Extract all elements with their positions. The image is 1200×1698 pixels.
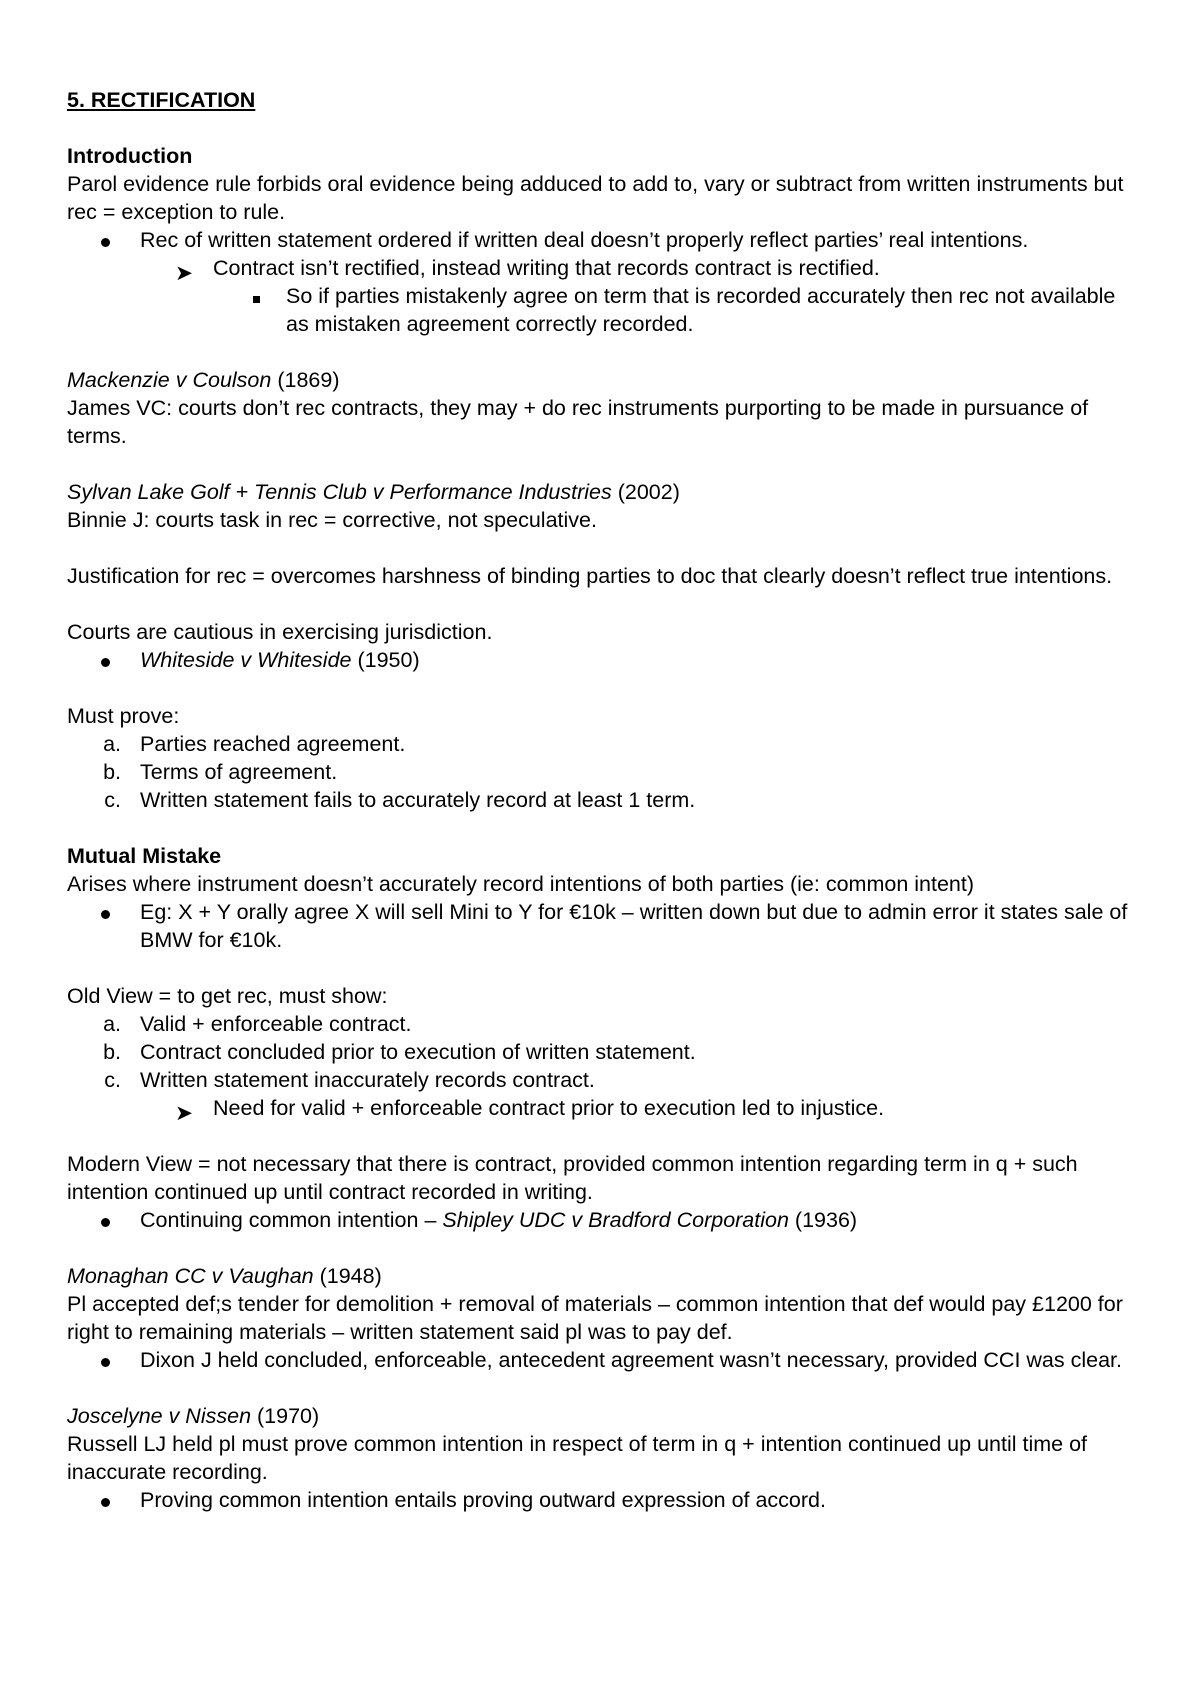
section-heading-introduction: Introduction [67,144,193,168]
cautious-paragraph: Courts are cautious in exercising jurisdiction. [67,620,493,644]
list-item: ➤ Need for valid + enforceable contract prior to execution led to injustice. [175,1096,885,1125]
list-item: a. Valid + enforceable contract. [103,1012,412,1036]
bullet-icon [95,898,127,926]
case-citation: Joscelyne v Nissen (1970) [67,1404,320,1428]
case-summary: Binnie J: courts task in rec = corrective, not speculative. [67,508,597,532]
must-prove-list [67,730,1140,814]
list-item: Continuing common intention – Shipley UDC v Bradford Corporation (1936) [67,1206,1140,1234]
old-view-intro: Old View = to get rec, must show: [67,984,388,1008]
list-item: Eg: X + Y orally agree X will sell Mini to Y for €10k – written down but due to admin error it states sale of BMW for €10k. [67,898,1140,954]
case-citation: Monaghan CC v Vaughan (1948) [67,1264,382,1288]
case-citation: Sylvan Lake Golf + Tennis Club v Performance Industries (2002) [67,480,680,504]
list-item: a. Parties reached agreement. [103,732,406,756]
case-summary: James VC: courts don’t rec contracts, they may + do rec instruments purporting to be made in pursuance of terms. [67,396,1089,448]
bullet-icon [95,1206,127,1234]
list-item: Proving common intention entails proving outward expression of accord. [67,1486,1140,1514]
list-item: b. Terms of agreement. [103,760,338,784]
list-item: Dixon J held concluded, enforceable, antecedent agreement wasn’t necessary, provided CCI was clear. [67,1346,1140,1374]
arrow-bullet-icon: ➤ [175,1101,194,1125]
bullet-icon [95,1486,127,1514]
square-bullet-icon [249,282,281,310]
section-heading-mutual-mistake: Mutual Mistake [67,844,222,868]
case-citation: Mackenzie v Coulson (1869) [67,368,340,392]
mutual-paragraph: Arises where instrument doesn’t accurately record intentions of both parties (ie: common intent) [67,872,975,896]
bullet-icon [95,226,127,254]
bullet-icon [95,646,127,674]
old-view-list [67,1010,1140,1125]
arrow-bullet-icon: ➤ [175,261,194,285]
list-item: b. Contract concluded prior to execution of written statement. [103,1040,696,1064]
intro-paragraph: Parol evidence rule forbids oral evidence being adduced to add to, vary or subtract from written instruments but rec = exception to rule. [67,172,1124,224]
must-prove-intro: Must prove: [67,704,180,728]
justification-paragraph: Justification for rec = overcomes harshness of binding parties to doc that clearly doesn’t reflect true intentions. [67,564,1113,588]
page-title: 5. RECTIFICATION [67,88,256,112]
list-item: ➤ Contract isn’t rectified, instead writing that records contract is rectified. [175,256,880,285]
list-item: c. Written statement inaccurately records contract. [104,1068,595,1092]
intro-bullets [67,226,1140,338]
bullet-icon [95,1346,127,1374]
modern-view-paragraph: Modern View = not necessary that there is contract, provided common intention regarding term in q + such intention continued up until contract recorded in writing. [67,1152,1078,1204]
list-item: Whiteside v Whiteside (1950) [67,646,1140,674]
case-summary: Pl accepted def;s tender for demolition + removal of materials – common intention that def would pay £1200 for right to remaining materials – written statement said pl was to pay def. [67,1292,1123,1344]
list-item: Rec of written statement ordered if written deal doesn’t properly reflect parties’ real intentions. [67,226,1140,254]
case-summary: Russell LJ held pl must prove common intention in respect of term in q + intention continued up until time of inaccurate recording. [67,1432,1088,1484]
list-item: c. Written statement fails to accurately record at least 1 term. [104,788,696,812]
list-item: So if parties mistakenly agree on term that is recorded accurately then rec not available as mistaken agreement correctly recorded. [67,282,1140,338]
